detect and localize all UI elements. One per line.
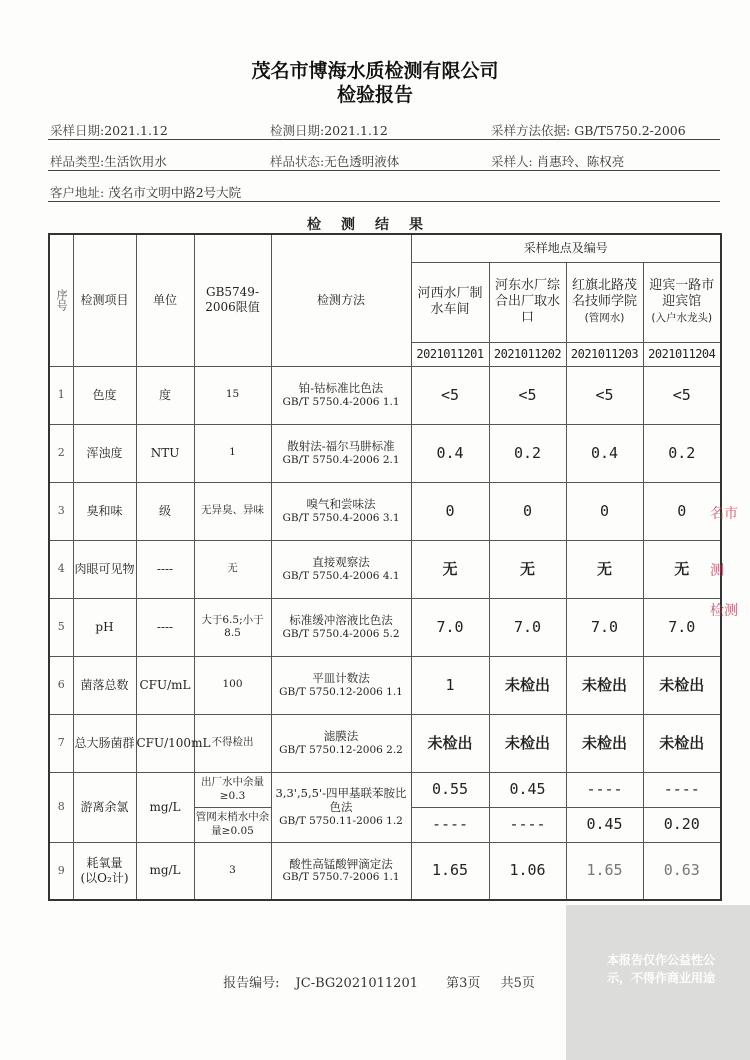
- row-value-1: 1: [411, 656, 489, 714]
- row-value-1: 0.4: [411, 424, 489, 482]
- row-seq: 5: [49, 598, 73, 656]
- row-value-1: 未检出: [411, 714, 489, 772]
- table-row: [49, 424, 721, 482]
- site-name-4: 迎宾一路市迎宾馆 (入户水龙头): [643, 262, 721, 342]
- row-value-1: <5: [411, 366, 489, 424]
- row-value-4: 0: [643, 482, 721, 540]
- results-title: 检测结果: [307, 217, 443, 233]
- row-value-2: 1.06: [489, 842, 566, 900]
- row-unit: 级: [136, 482, 194, 540]
- row-item: 色度: [73, 366, 136, 424]
- table-row: [49, 772, 721, 807]
- row-value-3: ----: [566, 772, 643, 807]
- site-code-2: 2021011202: [489, 342, 566, 366]
- row-limit: 15: [194, 366, 271, 424]
- row-seq: 8: [49, 772, 73, 842]
- row-value-1: 无: [411, 540, 489, 598]
- row-unit: 度: [136, 366, 194, 424]
- header-sites-group: 采样地点及编号: [411, 234, 721, 262]
- table-row: [49, 714, 721, 772]
- header-unit: 单位: [136, 234, 194, 366]
- company-name: 茂名市博海水质检测有限公司: [251, 60, 499, 82]
- sample-date: 采样日期:2021.1.12: [50, 123, 168, 138]
- row-limit: 大于6.5;小于8.5: [194, 598, 271, 656]
- row-method: 滤膜法 GB/T 5750.12-2006 2.2: [271, 714, 411, 772]
- row-limit: 1: [194, 424, 271, 482]
- info-row-address: [48, 179, 720, 202]
- page-number: 第3页: [446, 976, 481, 991]
- stamp-fragment-1: 名市: [710, 506, 738, 522]
- row-value-2: 0.45: [489, 772, 566, 807]
- info-row-dates: [48, 117, 720, 140]
- row-limit: 3: [194, 842, 271, 900]
- row-value-1: 1.65: [411, 842, 489, 900]
- row-value-3: 未检出: [566, 714, 643, 772]
- row-item: 肉眼可见物: [73, 540, 136, 598]
- sampler: 采样人: 肖惠玲、陈权亮: [491, 154, 625, 169]
- row-limit: 100: [194, 656, 271, 714]
- row-value-4: <5: [643, 366, 721, 424]
- row-unit: CFU/mL: [136, 656, 194, 714]
- sample-type: 样品类型:生活饮用水: [50, 154, 167, 169]
- row-value-4: 0.20: [643, 807, 721, 842]
- header-limit: GB5749-2006限值: [194, 234, 271, 366]
- row-value-2: 0: [489, 482, 566, 540]
- row-unit: ----: [136, 598, 194, 656]
- site-name-2: 河东水厂综合出厂取水口: [489, 262, 566, 342]
- row-unit: mg/L: [136, 842, 194, 900]
- row-value-3: 0: [566, 482, 643, 540]
- row-value-3: 0.4: [566, 424, 643, 482]
- table-row: [49, 482, 721, 540]
- row-value-2: <5: [489, 366, 566, 424]
- row-value-3: 0.45: [566, 807, 643, 842]
- row-item: 浑浊度: [73, 424, 136, 482]
- row-value-2: 未检出: [489, 656, 566, 714]
- row-method: 直接观察法 GB/T 5750.4-2006 4.1: [271, 540, 411, 598]
- site-name-1: 河西水厂制水车间: [411, 262, 489, 342]
- stamp-fragment-2: 测: [710, 563, 724, 579]
- site-code-1: 2021011201: [411, 342, 489, 366]
- row-value-2: 无: [489, 540, 566, 598]
- row-method: 酸性高锰酸钾滴定法 GB/T 5750.7-2006 1.1: [271, 842, 411, 900]
- row-value-4: 未检出: [643, 656, 721, 714]
- row-method: 3,3',5,5'-四甲基联苯胺比色法 GB/T 5750.11-2006 1.2: [271, 772, 411, 842]
- table-row: [49, 598, 721, 656]
- row-method: 标准缓冲溶液比色法 GB/T 5750.4-2006 5.2: [271, 598, 411, 656]
- row-item: 菌落总数: [73, 656, 136, 714]
- row-value-4: 0.2: [643, 424, 721, 482]
- row-seq: 3: [49, 482, 73, 540]
- row-method: 嗅气和尝味法 GB/T 5750.4-2006 3.1: [271, 482, 411, 540]
- row-limit: 无: [194, 540, 271, 598]
- test-date: 检测日期:2021.1.12: [270, 123, 388, 138]
- report-title: 检验报告: [336, 84, 413, 106]
- client-address: 客户地址: 茂名市文明中路2号大院: [50, 185, 242, 200]
- row-method: 铂-钴标准比色法 GB/T 5750.4-2006 1.1: [271, 366, 411, 424]
- stamp-fragment-3: 检测: [710, 603, 738, 619]
- header-seq: 序号: [49, 234, 73, 366]
- row-limit-network: 管网末梢水中余量≥0.05: [194, 807, 271, 842]
- row-unit: ----: [136, 540, 194, 598]
- row-value-1: 0.55: [411, 772, 489, 807]
- results-table: [48, 233, 722, 901]
- row-seq: 4: [49, 540, 73, 598]
- row-value-3: 无: [566, 540, 643, 598]
- row-seq: 7: [49, 714, 73, 772]
- report-number: 报告编号: JC-BG2021011201: [223, 976, 418, 991]
- header-item: 检测项目: [73, 234, 136, 366]
- row-limit: 无异臭、异味: [194, 482, 271, 540]
- row-seq: 6: [49, 656, 73, 714]
- table-row: [49, 656, 721, 714]
- site-code-4: 2021011204: [643, 342, 721, 366]
- row-item: 臭和味: [73, 482, 136, 540]
- row-value-1: ----: [411, 807, 489, 842]
- table-row: [49, 366, 721, 424]
- row-method: 散射法-福尔马肼标准 GB/T 5750.4-2006 2.1: [271, 424, 411, 482]
- row-value-2: 0.2: [489, 424, 566, 482]
- row-value-2: 未检出: [489, 714, 566, 772]
- row-unit: CFU/100mL: [136, 714, 194, 772]
- page-total: 共5页: [500, 976, 535, 991]
- site-name-3: 红旗北路茂名技师学院 (管网水): [566, 262, 643, 342]
- row-value-4: ----: [643, 772, 721, 807]
- table-row: [49, 842, 721, 900]
- row-unit: NTU: [136, 424, 194, 482]
- row-item: pH: [73, 598, 136, 656]
- row-value-4: 7.0: [643, 598, 721, 656]
- sample-state: 样品状态:无色透明液体: [270, 154, 400, 169]
- row-method: 平皿计数法 GB/T 5750.12-2006 1.1: [271, 656, 411, 714]
- header-method: 检测方法: [271, 234, 411, 366]
- row-value-4: 未检出: [643, 714, 721, 772]
- row-value-4: 0.63: [643, 842, 721, 900]
- watermark: 本报告仅作公益性公 示，不得作商业用途: [566, 905, 750, 1060]
- row-value-3: 未检出: [566, 656, 643, 714]
- row-value-2: ----: [489, 807, 566, 842]
- info-row-sample: [48, 148, 720, 171]
- row-value-3: 1.65: [566, 842, 643, 900]
- row-value-2: 7.0: [489, 598, 566, 656]
- row-seq: 1: [49, 366, 73, 424]
- row-item: 总大肠菌群: [73, 714, 136, 772]
- row-item: 耗氧量 (以O₂计): [73, 842, 136, 900]
- row-limit: 不得检出: [194, 714, 271, 772]
- row-value-1: 7.0: [411, 598, 489, 656]
- row-seq: 9: [49, 842, 73, 900]
- row-seq: 2: [49, 424, 73, 482]
- row-item: 游离余氯: [73, 772, 136, 842]
- row-value-3: <5: [566, 366, 643, 424]
- table-row: [49, 540, 721, 598]
- site-code-3: 2021011203: [566, 342, 643, 366]
- row-value-3: 7.0: [566, 598, 643, 656]
- row-value-4: 无: [643, 540, 721, 598]
- row-value-1: 0: [411, 482, 489, 540]
- row-limit-factory: 出厂水中余量≥0.3: [194, 772, 271, 807]
- row-unit: mg/L: [136, 772, 194, 842]
- method-basis: 采样方法依据: GB/T5750.2-2006: [491, 123, 686, 138]
